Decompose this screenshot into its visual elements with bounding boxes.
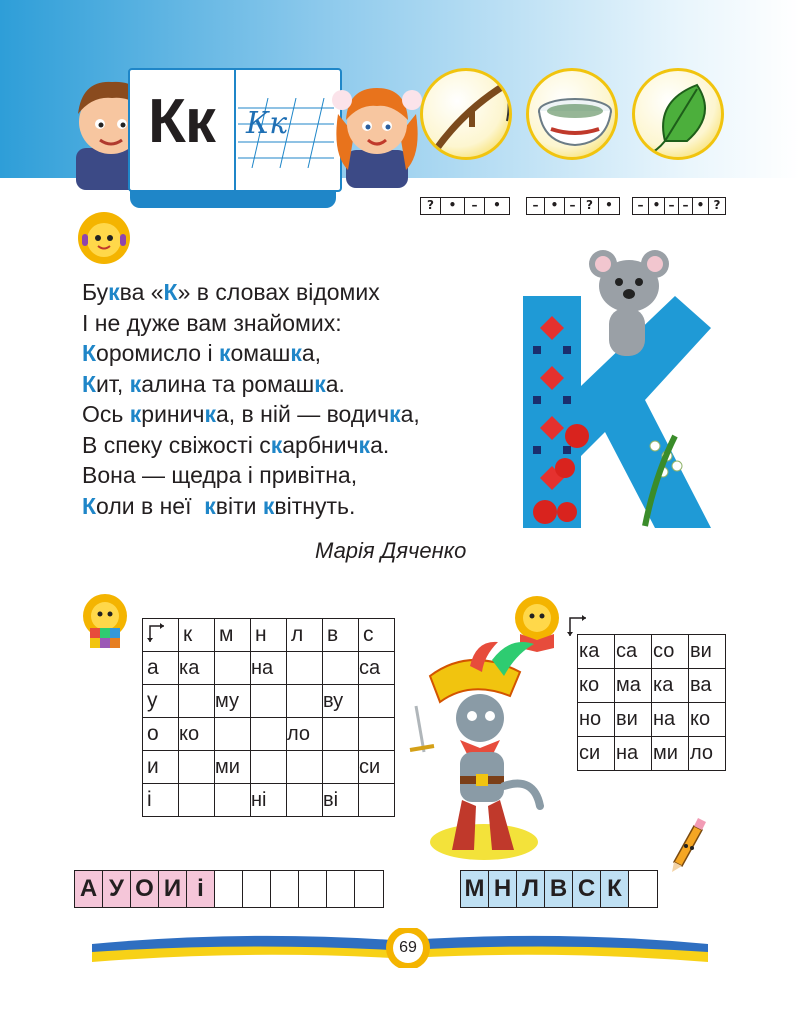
grid-header-cell: к (179, 619, 215, 652)
grid-cell (359, 718, 395, 751)
poem-author: Марія Дяченко (315, 538, 467, 563)
grid-cell: ко (578, 669, 615, 703)
grid-cell: ву (323, 685, 359, 718)
letter-cell: В (545, 871, 573, 907)
ornament-letter-k-illustration (505, 236, 715, 528)
grid-row (143, 718, 395, 751)
grid-cell: на (652, 703, 689, 737)
poem-text: а. (370, 431, 390, 458)
letter-cell: Н (489, 871, 517, 907)
puss-in-boots-illustration (400, 636, 550, 864)
poem-line (82, 491, 420, 522)
grid-cell (251, 685, 287, 718)
picture-leaf (632, 68, 724, 160)
highlighted-letter: к (358, 431, 371, 458)
grid-cell: ми (652, 737, 689, 771)
scheme-cell: • (493, 198, 501, 212)
grid-cell: ка (179, 652, 215, 685)
grid-cell (287, 784, 323, 817)
grid-cell: ко (179, 718, 215, 751)
poem-text: В спеку свіжості с (82, 431, 271, 458)
grid-header-cell: н (251, 619, 287, 652)
grid-cell (251, 718, 287, 751)
highlighted-letter: к (204, 492, 216, 519)
poem-text: арбнич (282, 431, 359, 458)
syllable-grid (142, 618, 395, 817)
scheme-cell: – (565, 198, 581, 214)
grid-cell: ви (615, 703, 652, 737)
grid-cell (179, 685, 215, 718)
highlighted-letter: к (108, 279, 120, 305)
grid-cell: но (578, 703, 615, 737)
grid-cell: ка (578, 635, 615, 669)
grid-cell: си (578, 737, 615, 771)
poem-text: омаш (230, 340, 291, 366)
grid-cell (251, 751, 287, 784)
letter-cell: К (601, 871, 629, 907)
grid-cell: са (359, 652, 395, 685)
grid-header-cell: в (323, 619, 359, 652)
grid-cell: ми (215, 751, 251, 784)
grid-cell: ко (689, 703, 726, 737)
highlighted-letter: К (82, 370, 97, 397)
highlighted-letter: к (262, 492, 275, 519)
poem-text: а, (400, 401, 420, 427)
highlighted-letter: к (290, 340, 302, 366)
poem-line (82, 399, 420, 430)
poem-text: » в словах відомих (177, 279, 380, 305)
grid-cell: и (143, 751, 179, 784)
grid-cell (323, 751, 359, 784)
scheme-cell: – (665, 198, 679, 214)
grid-cell: на (251, 652, 287, 685)
grid-cell: ва (689, 669, 726, 703)
grid-header-cell: с (359, 619, 395, 652)
sun-headphones-icon (76, 210, 132, 266)
letter-cell: і (187, 871, 215, 907)
scheme-cell: – (465, 198, 485, 214)
scheme-cell: • (605, 198, 613, 212)
grid-row (143, 685, 395, 718)
grid-cell: му (215, 685, 251, 718)
grid-cell: ка (652, 669, 689, 703)
letter-cell: У (103, 871, 131, 907)
letter-cell (355, 871, 383, 907)
grid-row (143, 784, 395, 817)
grid-cell (287, 751, 323, 784)
poem-text: а. (325, 370, 345, 397)
letter-cell: И (159, 871, 187, 907)
poem-text: оромисло і (96, 340, 219, 366)
poem-line (82, 460, 420, 491)
poem (82, 277, 420, 521)
highlighted-letter: К (82, 492, 97, 519)
scheme-cell: ? (421, 198, 441, 214)
grid-cell: а (143, 652, 179, 685)
girl-illustration (332, 74, 422, 188)
grid-cell (215, 784, 251, 817)
highlighted-letter: к (204, 401, 216, 427)
highlighted-letter: к (218, 340, 231, 366)
grid-cell (287, 685, 323, 718)
grid-cell: ві (323, 784, 359, 817)
letter-cell (243, 871, 271, 907)
grid-header-row (143, 619, 395, 652)
scheme-cell: – (527, 198, 545, 214)
letter-cell: С (573, 871, 601, 907)
letter-cell (629, 871, 657, 907)
grid-header-cell (143, 619, 179, 652)
letter-cell: А (75, 871, 103, 907)
poem-line (82, 277, 420, 308)
grid-cell: си (359, 751, 395, 784)
grid-cell (323, 652, 359, 685)
scheme-cell: ? (581, 198, 599, 214)
poem-text: Вона — щедра і привітна, (82, 462, 358, 488)
alphabet-book (122, 68, 344, 208)
syllable-word-grid (577, 634, 726, 771)
grid-cell: у (143, 685, 179, 718)
poem-text: Бу (82, 279, 109, 305)
sun-rubik-cube-icon (76, 592, 134, 652)
grid-row (578, 737, 726, 771)
grid-cell: о (143, 718, 179, 751)
poem-line (82, 430, 420, 461)
grid-cell (359, 685, 395, 718)
grid-cell (359, 784, 395, 817)
grid-header-cell: л (287, 619, 323, 652)
poem-text: ит, (96, 370, 130, 397)
word-scheme-1 (420, 197, 510, 215)
poem-line (82, 338, 420, 369)
letter-cell (271, 871, 299, 907)
letter-cell: О (131, 871, 159, 907)
highlighted-letter: к (270, 431, 283, 458)
grid-cell: со (652, 635, 689, 669)
grid-cell: і (143, 784, 179, 817)
letter-cell (215, 871, 243, 907)
vowel-strip (74, 870, 384, 908)
grid-cell (215, 718, 251, 751)
grid-cell: са (615, 635, 652, 669)
highlighted-letter: К (163, 279, 178, 305)
poem-text: а, в ній — водич (215, 401, 390, 427)
pencil-icon (664, 818, 706, 872)
poem-text: Ось (82, 401, 130, 427)
scheme-cell: – (633, 198, 649, 214)
consonant-strip (460, 870, 658, 908)
grid-cell: на (615, 737, 652, 771)
grid-row (143, 652, 395, 685)
grid-cell: ло (689, 737, 726, 771)
letter-cell (327, 871, 355, 907)
poem-text: ва « (119, 279, 164, 305)
grid-cell: ні (251, 784, 287, 817)
scheme-cell: • (693, 198, 709, 214)
grid-cell: ло (287, 718, 323, 751)
scheme-cell: • (649, 198, 665, 214)
scheme-cell: • (441, 198, 465, 214)
poem-text: І не дуже вам знайомих: (82, 309, 342, 336)
grid-cell (179, 751, 215, 784)
grid-row (578, 669, 726, 703)
scheme-cell: ? (713, 198, 721, 212)
highlighted-letter: к (389, 401, 401, 427)
letter-cell: Л (517, 871, 545, 907)
highlighted-letter: к (129, 401, 142, 427)
grid-cell: ма (615, 669, 652, 703)
grid-row (578, 635, 726, 669)
highlighted-letter: к (129, 370, 142, 397)
letter-cell (299, 871, 327, 907)
grid-cell (323, 718, 359, 751)
highlighted-letter: К (82, 340, 97, 366)
poem-text: оли в неї (96, 492, 205, 519)
poem-text: ринич (141, 401, 205, 427)
poem-text: а, (301, 340, 322, 366)
word-scheme-3 (632, 197, 726, 215)
poem-line (82, 369, 420, 400)
grid-cell (179, 784, 215, 817)
letter-cursive: Кк (246, 106, 288, 141)
page-number: 69 (399, 939, 417, 956)
word-scheme-2 (526, 197, 620, 215)
poem-line (82, 308, 420, 339)
grid-row (143, 751, 395, 784)
scheme-cell: • (545, 198, 565, 214)
letter-cell: М (461, 871, 489, 907)
picture-yoke (420, 68, 512, 160)
poem-text: вітнуть. (274, 492, 356, 519)
grid-cell (287, 652, 323, 685)
grid-row (578, 703, 726, 737)
grid-cell: ви (689, 635, 726, 669)
poem-text: віти (215, 492, 263, 519)
letter-print: Кк (148, 87, 215, 156)
scheme-cell: – (679, 198, 693, 214)
poem-text: алина та ромаш (141, 370, 315, 397)
grid-cell (215, 652, 251, 685)
picture-bowl (526, 68, 618, 160)
highlighted-letter: к (314, 370, 326, 397)
grid-header-cell: м (215, 619, 251, 652)
